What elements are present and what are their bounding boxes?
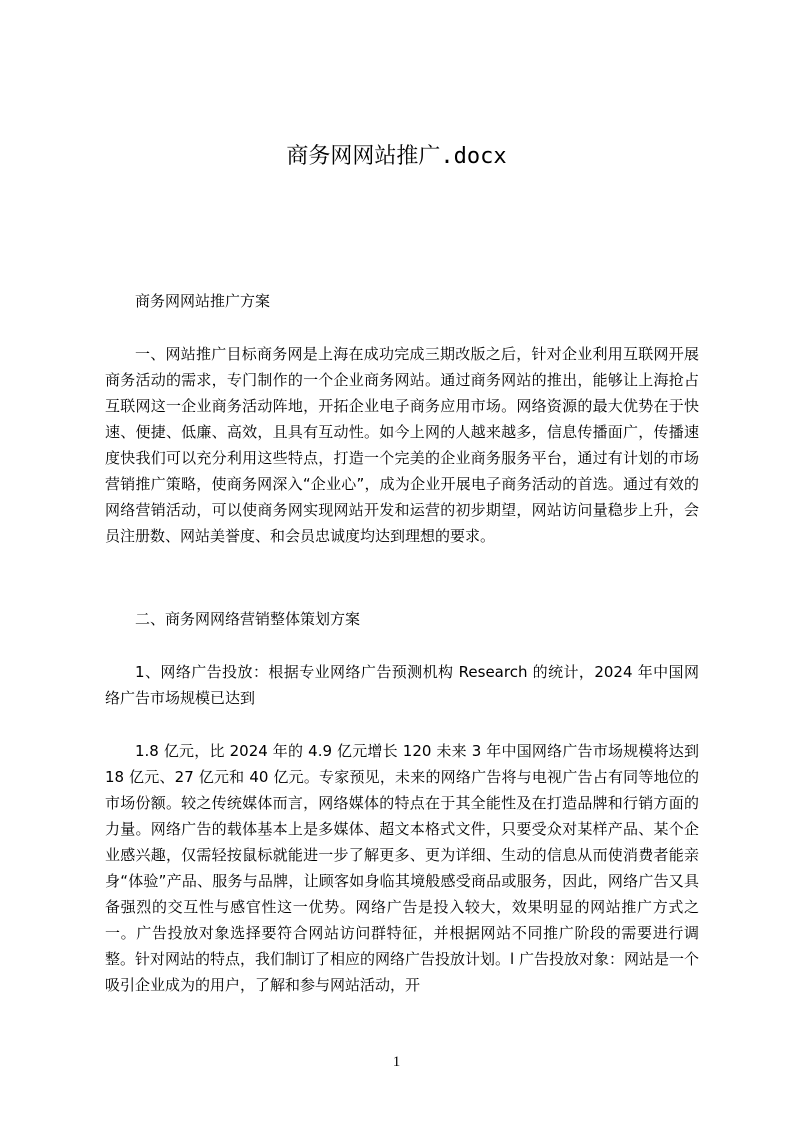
page-number: 1 bbox=[392, 1054, 401, 1070]
paragraph-goals: 一、网站推广目标商务网是上海在成功完成三期改版之后，针对企业利用互联网开展商务活动的需求，专门制作的一个企业商务网站。通过商务网站的推出，能够让上海抢占互联网这一企业商务活动阵地，开拓企业电子商务应用市场。网络资源的最大优势在于快速、便捷、低廉、高效，且具有互动性。如今上网的人越来越多，信息传播面广，传播速度快我们可以充分利用这些特点，打造一个完美的企业商务服务平台，通过有计划的市场营销推广策略，使商务网深入“企业心”，成为企业开展电子商务活动的首选。通过有效的网络营销活动，可以使商务网实现网站开发和运营的初步期望，网站访问量稳步上升，会员注册数、网站美誉度、和会员忠诚度均达到理想的要求。 bbox=[105, 345, 699, 545]
document-title: 商务网网站推广.docx bbox=[286, 144, 507, 169]
paragraph-ad-market: 1.8 亿元，比 2024 年的 4.9 亿元增长 120 未来 3 年中国网络广告市场规模将达到 18 亿元、27 亿元和 40 亿元。专家预见，未来的网络广告将与电视广告占有同等地位的市场份额。较之传统媒体而言，网络媒体的特点在于其全能性及在打造品牌和行销方面的力量。网络广告的载体基本上是多媒体、超文本格式文件，只要受众对某样产品、某个企业感兴趣，仅需轻按鼠标就能进一步了解更多、更为详细、生动的信息从而使消费者能亲身“体验”产品、服务与品牌，让顾客如身临其境般感受商品或服务，因此，网络广告又具备强烈的交互性与感官性这一优势。网络广告是投入较大，效果明显的网站推广方式之一。广告投放对象选择要符合网站访问群特征，并根据网站不同推广阶段的需要进行调整。针对网站的特点，我们制订了相应的网络广告投放计划。l 广告投放对象：网站是一个吸引企业成为的用户，了解和参与网站活动，开 bbox=[105, 742, 699, 994]
plan-heading: 商务网网站推广方案 bbox=[135, 292, 271, 310]
section-heading-2: 二、商务网网络营销整体策划方案 bbox=[135, 610, 361, 628]
paragraph-ad-intro: 1、网络广告投放：根据专业网络广告预测机构 Research 的统计，2024 年中国网络广告市场规模已达到 bbox=[105, 663, 699, 707]
